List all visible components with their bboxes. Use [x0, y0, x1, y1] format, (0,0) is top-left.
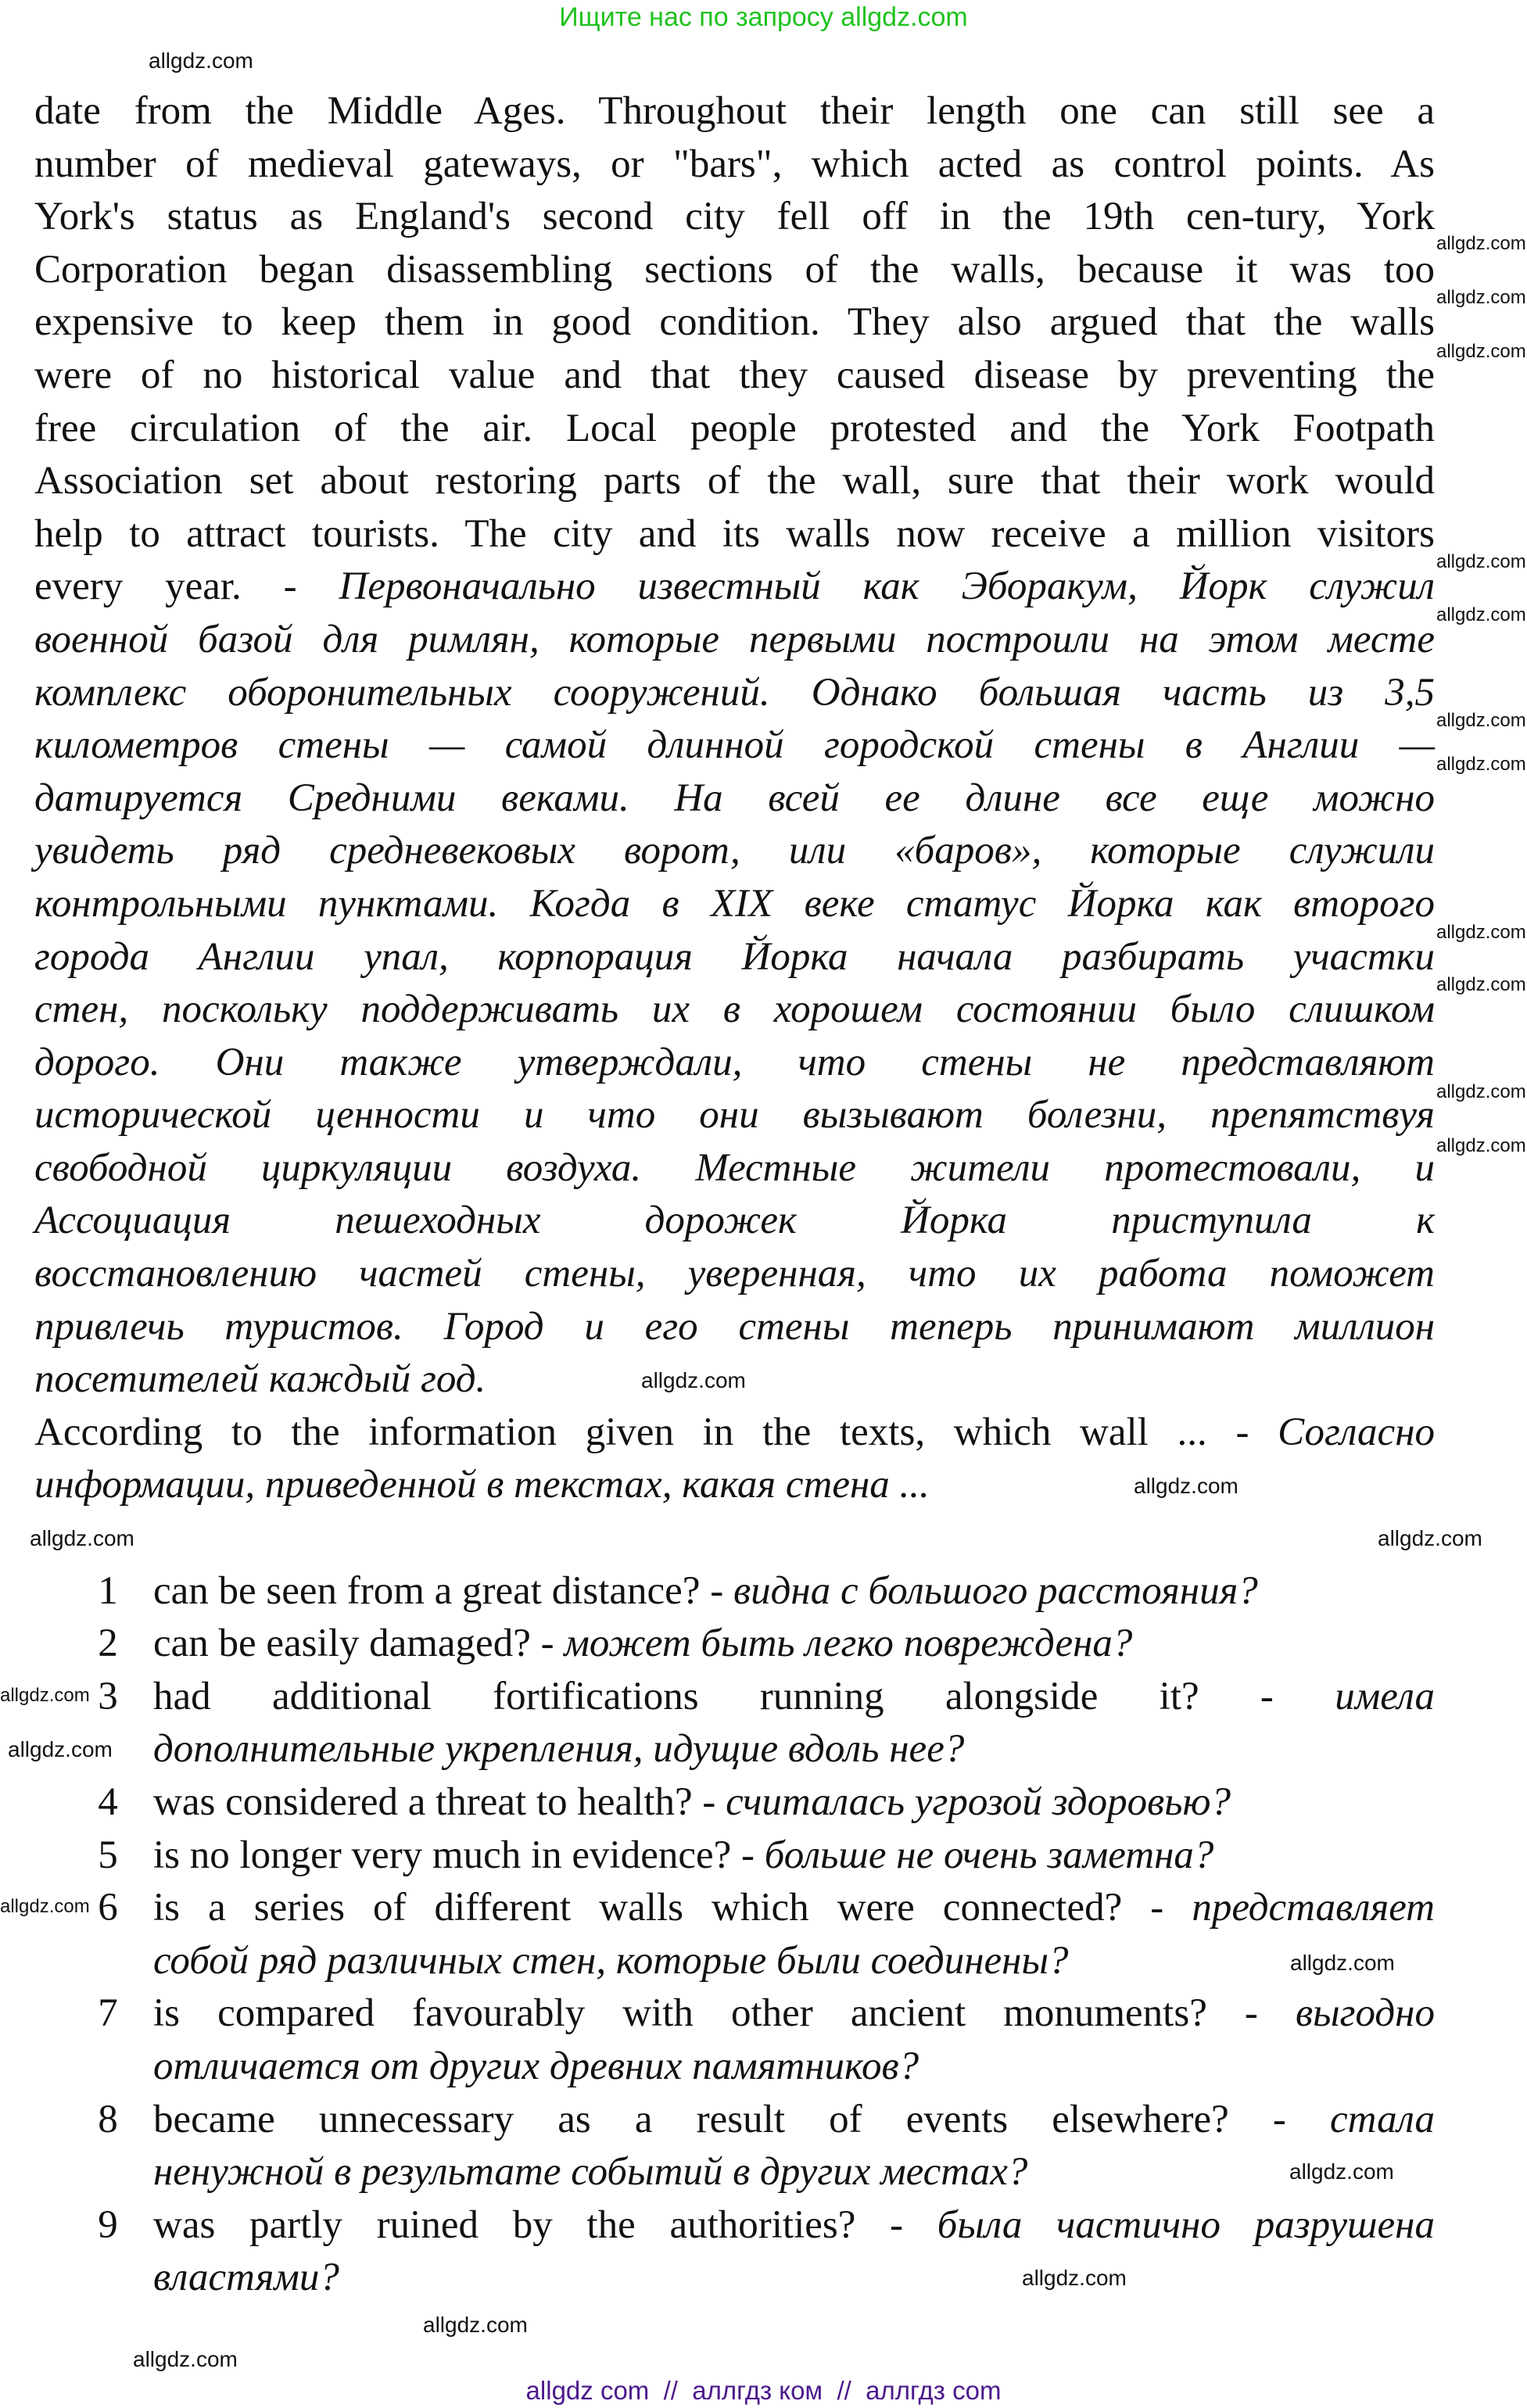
english-text: every year. -: [34, 564, 339, 609]
text-line: [34, 1248, 1435, 1301]
english-text: was considered a threat to health? -: [153, 1780, 726, 1824]
russian-translation: отличается от других древних памятников?: [153, 2044, 919, 2088]
text-line: [153, 2252, 1435, 2305]
text-line: [34, 667, 1435, 720]
russian-translation: представляет: [1192, 1886, 1435, 1930]
question-item: [34, 2094, 1435, 2199]
text-line: [153, 2041, 1435, 2094]
english-text: number of medieval gateways, or "bars", which acted as control points. As: [34, 142, 1435, 186]
text-line: [34, 719, 1435, 772]
text-line: [34, 931, 1435, 984]
text-line: [153, 1776, 1435, 1829]
text-line: [34, 1195, 1435, 1248]
watermark: allgdz.com: [1436, 1135, 1526, 1156]
russian-translation: стен, поскольку поддерживать их в хорошем состоянии было слишком: [34, 987, 1435, 1032]
text-line: [34, 878, 1435, 931]
english-text: free circulation of the air. Local people protested and the York Footpath: [34, 406, 1435, 450]
english-text: were of no historical value and that they caused disease by preventing the: [34, 353, 1435, 397]
watermark: allgdz.com: [423, 2313, 528, 2337]
text-line: [153, 1882, 1435, 1935]
text-line: [34, 561, 1435, 614]
watermark: allgdz.com: [1436, 233, 1526, 254]
russian-translation: выгодно: [1295, 1991, 1435, 2036]
question-number: 6: [98, 1886, 118, 1930]
russian-translation: контрольными пунктами. Когда в XIX веке статус Йорка как второго: [34, 881, 1435, 926]
text-line: [34, 1406, 1435, 1460]
russian-translation: властями?: [153, 2256, 339, 2300]
english-text: can be seen from a great distance? -: [153, 1568, 733, 1613]
russian-translation: считалась угрозой здоровью?: [726, 1780, 1231, 1824]
watermark: allgdz.com: [1436, 974, 1526, 995]
text-line: [153, 1987, 1435, 2041]
question-item: [34, 1776, 1435, 1829]
english-text: expensive to keep them in good condition. They also argued that the walls: [34, 300, 1435, 345]
russian-translation: собой ряд различных стен, которые были соединены?: [153, 1938, 1069, 1983]
text-line: [34, 138, 1435, 192]
text-line: [34, 772, 1435, 826]
english-text: is compared favourably with other ancient monuments? -: [153, 1991, 1296, 2036]
text-line: [34, 296, 1435, 349]
english-text: is no longer very much in evidence? -: [153, 1833, 765, 1877]
text-line: [34, 1089, 1435, 1142]
russian-translation: свободной циркуляции воздуха. Местные жители протестовали, и: [34, 1145, 1435, 1190]
question-number: 3: [98, 1674, 118, 1718]
russian-translation: километров стены — самой длинной городской стены в Англии —: [34, 723, 1435, 768]
watermark: allgdz.com: [133, 2347, 238, 2371]
watermark: allgdz.com: [1378, 1526, 1482, 1550]
text-line: [34, 825, 1435, 878]
question-number: 8: [98, 2097, 118, 2141]
english-text: had additional fortifications running alongside it? -: [153, 1674, 1335, 1718]
text-line: [153, 1618, 1435, 1671]
english-text: Association set about restoring parts of the wall, sure that their work would: [34, 459, 1435, 503]
watermark: allgdz.com: [1134, 1474, 1238, 1498]
russian-translation: датируется Средними веками. На всей ее длине все еще можно: [34, 776, 1435, 820]
russian-translation: дорого. Они также утверждали, что стены не представляют: [34, 1040, 1435, 1084]
text-line: [34, 508, 1435, 561]
text-line: [153, 1723, 1435, 1776]
russian-translation: привлечь туристов. Город и его стены теперь принимают миллион: [34, 1304, 1435, 1349]
text-line: [34, 984, 1435, 1037]
english-text: York's status as England's second city fell off in the 19th cen-tury, York: [34, 195, 1435, 239]
russian-translation: увидеть ряд средневековых ворот, или «баров», которые служили: [34, 829, 1435, 873]
russian-translation: Ассоциация пешеходных дорожек Йорка приступила к: [34, 1199, 1435, 1243]
russian-translation: комплекс оборонительных сооружений. Однако большая часть из 3,5: [34, 670, 1435, 715]
text-line: [153, 1671, 1435, 1724]
english-text: is a series of different walls which were connected? -: [153, 1886, 1192, 1930]
search-banner[interactable]: Ищите нас по запросу allgdz.com: [559, 2, 968, 32]
russian-translation: посетителей каждый год.: [34, 1357, 486, 1402]
text-line: [34, 349, 1435, 403]
english-text: Corporation began disassembling sections of the walls, because it was too: [34, 247, 1435, 292]
russian-translation: стала: [1330, 2097, 1435, 2141]
text-line: [153, 1565, 1435, 1618]
question-item: [34, 1882, 1435, 1987]
watermark: allgdz.com: [0, 1896, 90, 1917]
footer-links[interactable]: allgdz com // аллгдз ком // аллгдз com: [525, 2376, 1002, 2405]
english-text: became unnecessary as a result of events elsewhere? -: [153, 2097, 1331, 2141]
question-number: 7: [98, 1991, 118, 2036]
text-line: [34, 244, 1435, 297]
russian-translation: Согласно: [1278, 1410, 1435, 1454]
text-line: [34, 1301, 1435, 1354]
question-number: 2: [98, 1621, 118, 1666]
text-line: [153, 2199, 1435, 2252]
question-item: [34, 1671, 1435, 1776]
english-text: can be easily damaged? -: [153, 1621, 565, 1666]
question-number: 4: [98, 1780, 118, 1824]
watermark: allgdz.com: [1022, 2266, 1127, 2290]
question-item: [34, 1565, 1435, 1618]
russian-translation: может быть легко повреждена?: [564, 1621, 1133, 1666]
text-line: [153, 1935, 1435, 1988]
text-line: [153, 2146, 1435, 2199]
question-item: [34, 1829, 1435, 1883]
text-line: [34, 403, 1435, 456]
watermark: allgdz.com: [149, 48, 253, 73]
russian-translation: военной базой для римлян, которые первыми построили на этом месте: [34, 617, 1435, 661]
text-line: [34, 455, 1435, 508]
russian-translation: информации, приведенной в текстах, какая стена ...: [34, 1463, 930, 1507]
watermark: allgdz.com: [1289, 2159, 1394, 2184]
watermark: allgdz.com: [1436, 754, 1526, 775]
question-item: [34, 2199, 1435, 2305]
english-text: help to attract tourists. The city and its walls now receive a million visitors: [34, 511, 1435, 556]
watermark: allgdz.com: [1290, 1951, 1395, 1975]
russian-translation: имела: [1335, 1674, 1435, 1718]
russian-translation: дополнительные укрепления, идущие вдоль нее?: [153, 1727, 965, 1772]
russian-translation: ненужной в результате событий в других местах?: [153, 2150, 1028, 2195]
english-text: was partly ruined by the authorities? -: [153, 2202, 937, 2247]
russian-translation: Первоначально известный как Эборакум, Йорк служил: [339, 564, 1435, 609]
russian-translation: города Англии упал, корпорация Йорка начала разбирать участки: [34, 934, 1435, 979]
watermark: allgdz.com: [1436, 341, 1526, 362]
text-line: [153, 2094, 1435, 2147]
watermark: allgdz.com: [1436, 922, 1526, 943]
russian-translation: восстановлению частей стены, уверенная, что их работа поможет: [34, 1252, 1435, 1296]
english-text: date from the Middle Ages. Throughout their length one can still see a: [34, 89, 1435, 133]
watermark: allgdz.com: [1436, 551, 1526, 572]
russian-translation: больше не очень заметна?: [764, 1833, 1214, 1877]
russian-translation: видна с большого расстояния?: [733, 1568, 1258, 1613]
watermark: allgdz.com: [30, 1526, 134, 1550]
watermark: allgdz.com: [0, 1685, 90, 1706]
question-number: 5: [98, 1833, 118, 1877]
text-line: [34, 85, 1435, 138]
watermark: allgdz.com: [1436, 287, 1526, 308]
question-number: 9: [98, 2202, 118, 2247]
text-line: [34, 614, 1435, 667]
text-line: [34, 1037, 1435, 1090]
question-item: [34, 1987, 1435, 2093]
watermark: allgdz.com: [641, 1368, 746, 1392]
english-text: According to the information given in the texts, which wall ... -: [34, 1410, 1278, 1454]
text-line: [34, 191, 1435, 244]
watermark: allgdz.com: [1436, 1081, 1526, 1102]
watermark: allgdz.com: [1436, 710, 1526, 731]
watermark: allgdz.com: [1436, 604, 1526, 625]
question-item: [34, 1618, 1435, 1671]
watermark: allgdz.com: [8, 1737, 113, 1761]
russian-translation: исторической ценности и что они вызывают болезни, препятствуя: [34, 1093, 1435, 1138]
document-text: [34, 85, 1435, 2305]
spacer: [34, 1512, 1435, 1565]
russian-translation: была частично разрушена: [937, 2202, 1435, 2247]
question-number: 1: [98, 1568, 118, 1613]
text-line: [34, 1142, 1435, 1195]
text-line: [153, 1829, 1435, 1883]
